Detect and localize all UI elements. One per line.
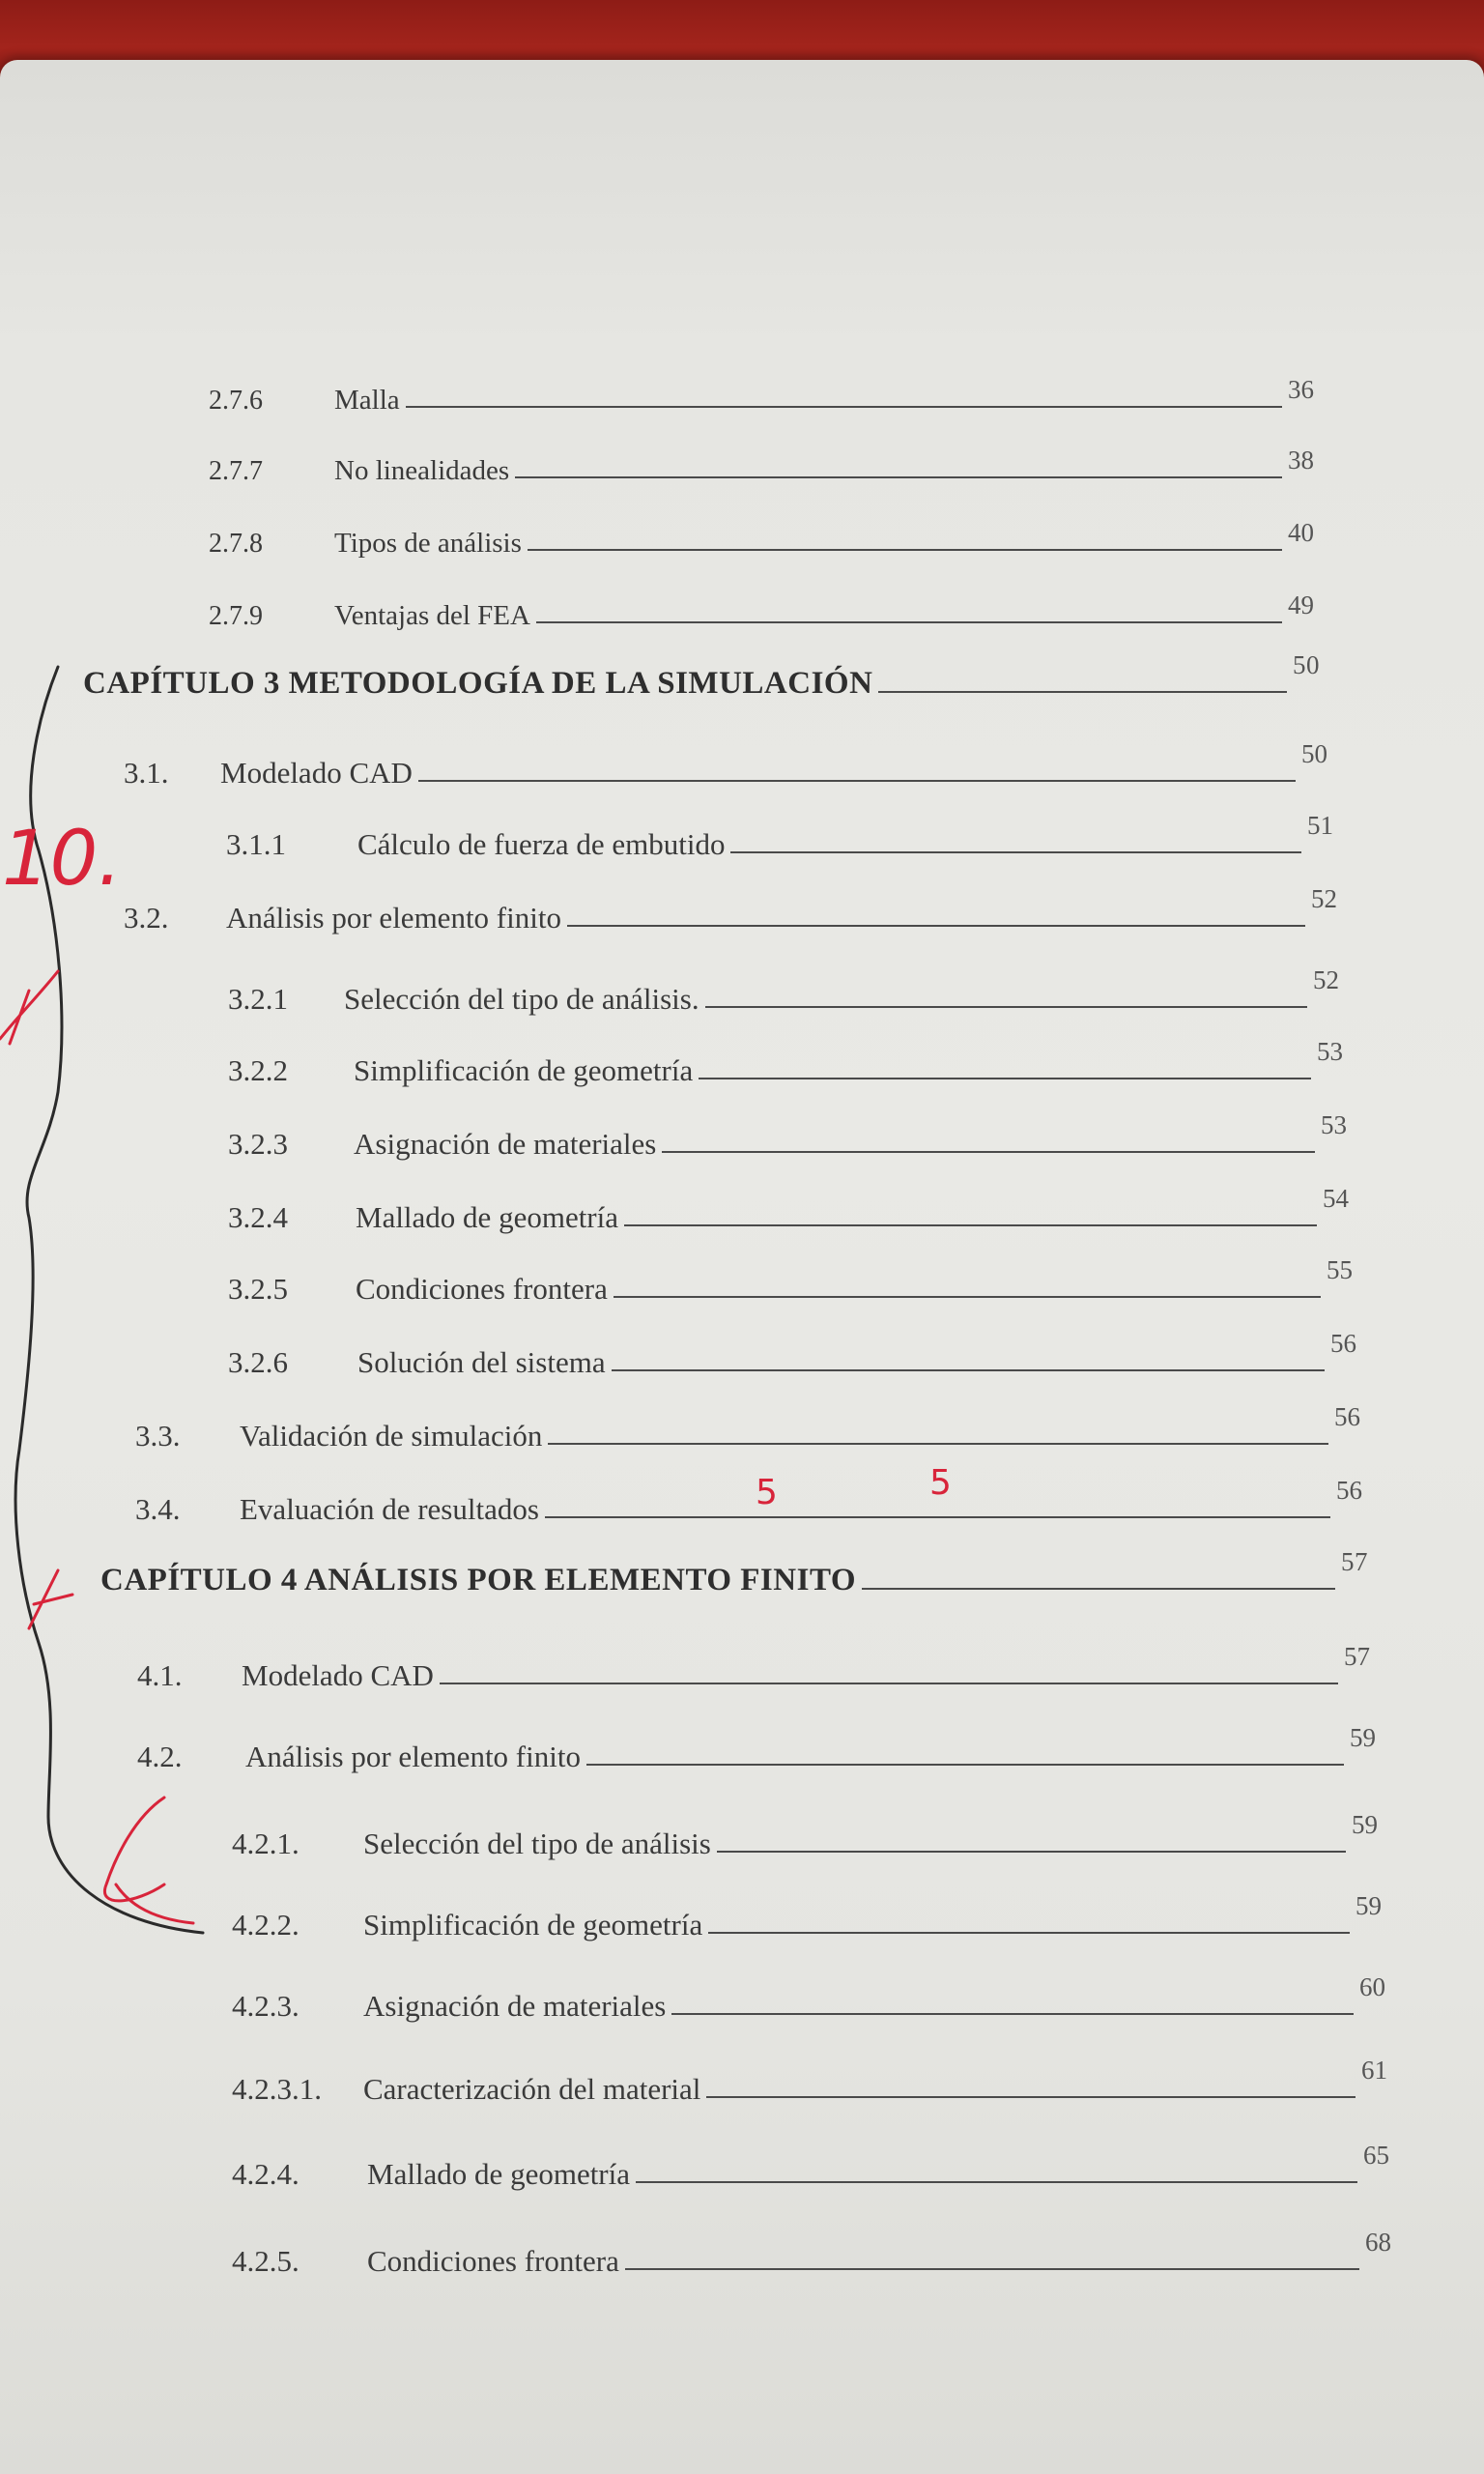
red-chapter-mark: 5 xyxy=(756,1473,778,1512)
toc-entry-3-2-1[interactable] xyxy=(228,965,1339,1017)
toc-entry-number: 3.2.1 xyxy=(228,982,288,1016)
toc-entry-page: 56 xyxy=(1336,1476,1362,1505)
toc-entry-3-1-1[interactable] xyxy=(226,811,1333,862)
toc-entry-4-2-3-1[interactable] xyxy=(232,2056,1387,2107)
toc-entry-page: 53 xyxy=(1321,1110,1347,1139)
toc-entry-page: 56 xyxy=(1334,1402,1360,1431)
toc-entry-3-2-5[interactable] xyxy=(228,1255,1353,1307)
toc-entry-number: 3.4. xyxy=(135,1492,181,1526)
dot-leader xyxy=(717,1851,1346,1853)
toc-entry-title: Condiciones frontera xyxy=(356,1272,608,1306)
toc-entry-page: 36 xyxy=(1288,375,1314,404)
dot-leader xyxy=(878,691,1287,693)
toc-entry-number: 3.1.1 xyxy=(226,827,286,861)
red-chapter-mark: 5 xyxy=(929,1463,952,1503)
dot-leader xyxy=(548,1443,1328,1445)
toc-entry-title: Análisis por elemento finito xyxy=(245,1740,581,1773)
toc-entry-3-2-2[interactable] xyxy=(228,1037,1343,1088)
toc-entry-4-1[interactable] xyxy=(137,1642,1370,1693)
toc-entry-4-2-3[interactable] xyxy=(232,1972,1385,2024)
toc-entry-title: No linealidades xyxy=(334,455,510,486)
dot-leader xyxy=(624,1224,1317,1226)
toc-entry-page: 56 xyxy=(1330,1329,1356,1358)
dot-leader xyxy=(567,925,1305,927)
toc-entry-2-7-8[interactable] xyxy=(209,517,1314,560)
toc-entry-number: 4.2.1. xyxy=(232,1827,300,1860)
dot-leader xyxy=(406,406,1282,408)
toc-entry-2-7-6[interactable] xyxy=(209,374,1314,417)
toc-entry-page: 59 xyxy=(1350,1723,1376,1752)
dot-leader xyxy=(706,2096,1356,2098)
dot-leader xyxy=(699,1078,1311,1079)
toc-entry-title: Modelado CAD xyxy=(242,1658,434,1692)
toc-entry-title: Caracterización del material xyxy=(363,2072,701,2106)
toc-entry-page: 61 xyxy=(1361,2056,1387,2085)
toc-entry-page: 59 xyxy=(1352,1810,1378,1839)
toc-entry-number: 4.2.5. xyxy=(232,2244,300,2278)
toc-entry-number: 3.2.2 xyxy=(228,1053,288,1087)
dot-leader xyxy=(440,1683,1338,1684)
toc-entry-title: Modelado CAD xyxy=(220,756,413,790)
dot-leader xyxy=(708,1932,1350,1934)
toc-entry-number: 2.7.7 xyxy=(209,456,263,486)
dot-leader xyxy=(730,851,1301,853)
toc-entry-number: 2.7.8 xyxy=(209,529,263,559)
toc-entry-page: 40 xyxy=(1288,518,1314,547)
toc-entry-page: 53 xyxy=(1317,1037,1343,1066)
toc-entry-number: 4.1. xyxy=(137,1658,183,1692)
toc-entry-title: Condiciones frontera xyxy=(367,2244,619,2278)
toc-entry-4-2-1[interactable] xyxy=(232,1810,1378,1861)
toc-entry-title: Solución del sistema xyxy=(357,1345,606,1379)
toc-entry-title: Selección del tipo de análisis xyxy=(363,1827,711,1860)
toc-entry-number: 3.2.4 xyxy=(228,1200,288,1234)
toc-entry-title: Simplificación de geometría xyxy=(363,1908,703,1942)
toc-entry-page: 65 xyxy=(1363,2141,1389,2170)
dot-leader xyxy=(612,1369,1325,1371)
toc-chapter-4[interactable] xyxy=(100,1547,1368,1598)
toc-entry-2-7-7[interactable] xyxy=(209,445,1314,487)
toc-entry-number: 4.2. xyxy=(137,1740,183,1773)
toc-entry-title: Asignación de materiales xyxy=(363,1989,667,2023)
toc-entry-3-2[interactable] xyxy=(124,884,1337,935)
toc-entry-number: 3.3. xyxy=(135,1419,181,1453)
toc-entry-title: Cálculo de fuerza de embutido xyxy=(357,827,726,861)
toc-entry-number: 3.1. xyxy=(124,756,169,790)
chapter-title: CAPÍTULO 4 ANÁLISIS POR ELEMENTO FINITO xyxy=(100,1563,857,1597)
toc-entry-page: 57 xyxy=(1341,1547,1368,1576)
toc-entry-page: 51 xyxy=(1307,811,1333,840)
dot-leader xyxy=(625,2268,1359,2270)
toc-entry-title: Tipos de análisis xyxy=(334,528,522,559)
toc-entry-title: Análisis por elemento finito xyxy=(226,901,561,935)
toc-entry-page: 38 xyxy=(1288,446,1314,475)
dot-leader xyxy=(671,2013,1354,2015)
toc-entry-page: 50 xyxy=(1301,739,1327,768)
toc-entry-2-7-9[interactable] xyxy=(209,590,1314,632)
dot-leader xyxy=(705,1006,1307,1008)
toc-entry-title: Asignación de materiales xyxy=(354,1127,657,1161)
toc-entry-title: Mallado de geometría xyxy=(367,2157,631,2191)
toc-entry-4-2[interactable] xyxy=(137,1723,1376,1774)
toc-entry-number: 3.2.6 xyxy=(228,1345,288,1379)
red-margin-mark: 10. xyxy=(2,816,123,903)
toc-entry-title: Validación de simulación xyxy=(240,1419,543,1453)
toc-entry-page: 49 xyxy=(1288,590,1314,619)
toc-entry-page: 52 xyxy=(1311,884,1337,913)
toc-entry-page: 55 xyxy=(1327,1255,1353,1284)
toc-entry-number: 4.2.3. xyxy=(232,1989,300,2023)
dot-leader xyxy=(545,1516,1330,1518)
dot-leader xyxy=(862,1588,1335,1590)
dot-leader xyxy=(586,1764,1344,1766)
toc-entry-number: 2.7.6 xyxy=(209,386,263,416)
toc-chapter-3[interactable] xyxy=(83,650,1320,702)
toc-entry-number: 4.2.4. xyxy=(232,2157,300,2191)
toc-entry-page: 52 xyxy=(1313,965,1339,994)
dot-leader xyxy=(536,621,1282,623)
dot-leader xyxy=(662,1151,1315,1153)
toc-entry-title: Evaluación de resultados xyxy=(240,1492,539,1526)
toc-entry-page: 59 xyxy=(1356,1891,1382,1920)
toc-entry-4-2-2[interactable] xyxy=(232,1891,1382,1942)
toc-entry-3-2-3[interactable] xyxy=(228,1110,1347,1162)
toc-entry-number: 3.2.5 xyxy=(228,1272,288,1306)
toc-entry-page: 60 xyxy=(1359,1972,1385,2001)
toc-entry-3-3[interactable] xyxy=(135,1402,1360,1453)
toc-entry-page: 50 xyxy=(1293,650,1320,679)
toc-entry-number: 2.7.9 xyxy=(209,601,263,631)
toc-entry-3-2-6[interactable] xyxy=(228,1329,1356,1380)
toc-entry-title: Ventajas del FEA xyxy=(334,600,530,631)
toc-entry-3-1[interactable] xyxy=(124,739,1327,791)
toc-entry-title: Malla xyxy=(334,385,400,416)
toc-entry-number: 4.2.3.1. xyxy=(232,2072,322,2106)
toc-entry-title: Simplificación de geometría xyxy=(354,1053,694,1087)
toc-entry-number: 3.2.3 xyxy=(228,1127,288,1161)
toc-entry-3-4[interactable] xyxy=(135,1476,1362,1527)
toc-entry-title: Mallado de geometría xyxy=(356,1200,619,1234)
dot-leader xyxy=(528,549,1282,551)
toc-entry-3-2-4[interactable] xyxy=(228,1184,1349,1235)
chapter-title: CAPÍTULO 3 METODOLOGÍA DE LA SIMULACIÓN xyxy=(83,666,873,701)
dot-leader xyxy=(636,2181,1357,2183)
toc-entry-title: Selección del tipo de análisis. xyxy=(344,982,699,1016)
dot-leader xyxy=(515,476,1282,478)
toc-entry-page: 54 xyxy=(1323,1184,1349,1213)
dot-leader xyxy=(614,1296,1321,1298)
toc-entry-4-2-5[interactable] xyxy=(232,2228,1391,2279)
document-page xyxy=(0,60,1484,2474)
toc-entry-page: 57 xyxy=(1344,1642,1370,1671)
toc-entry-number: 3.2. xyxy=(124,901,169,935)
dot-leader xyxy=(418,780,1296,782)
toc-entry-4-2-4[interactable] xyxy=(232,2141,1389,2192)
toc-entry-page: 68 xyxy=(1365,2228,1391,2257)
toc-entry-number: 4.2.2. xyxy=(232,1908,300,1942)
